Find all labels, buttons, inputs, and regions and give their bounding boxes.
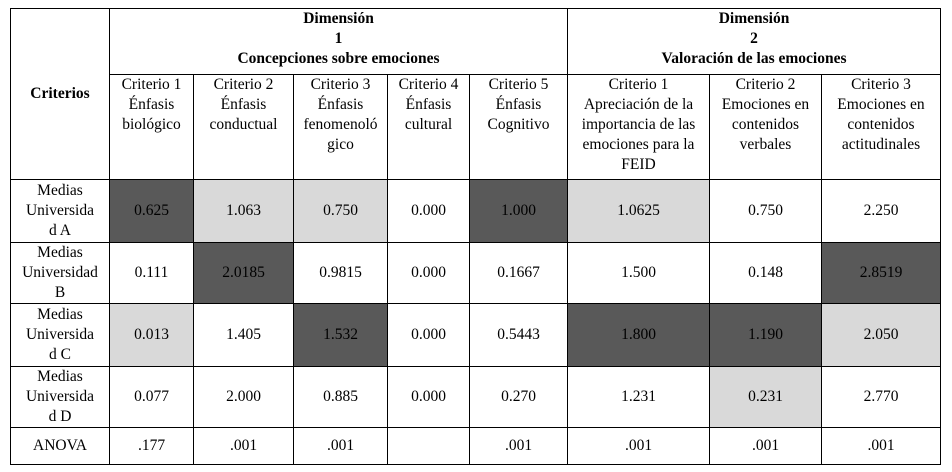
value-cell: 1.0625 <box>568 180 710 243</box>
value-cell: 0.625 <box>110 180 194 243</box>
value-cell: 1.500 <box>568 243 710 304</box>
value-cell: 0.750 <box>294 180 388 243</box>
criterion-header: Criterio 2 Emociones en contenidos verbales <box>710 75 822 180</box>
value-cell: 0.9815 <box>294 243 388 304</box>
value-cell: .001 <box>568 428 710 465</box>
value-cell: 1.405 <box>194 304 294 367</box>
value-cell: 1.800 <box>568 304 710 367</box>
value-cell: 2.050 <box>822 304 941 367</box>
value-cell: .001 <box>470 428 568 465</box>
value-cell: 0.000 <box>388 243 470 304</box>
value-cell: 0.077 <box>110 367 194 428</box>
table-row <box>11 428 941 465</box>
value-cell: 1.063 <box>194 180 294 243</box>
row-label: Medias Universida d C <box>11 304 110 367</box>
criterion-header: Criterio 2 Énfasis conductual <box>194 75 294 180</box>
value-cell: .001 <box>194 428 294 465</box>
table-row <box>11 243 941 304</box>
value-cell: .001 <box>294 428 388 465</box>
dimension-2-header: Dimensión 2 Valoración de las emociones <box>568 9 941 75</box>
criterios-header: Criterios <box>11 9 110 180</box>
value-cell: 1.190 <box>710 304 822 367</box>
value-cell: 2.250 <box>822 180 941 243</box>
value-cell: 0.5443 <box>470 304 568 367</box>
dimension-1-header: Dimensión 1 Concepciones sobre emociones <box>110 9 568 75</box>
value-cell: 0.1667 <box>470 243 568 304</box>
criterion-header: Criterio 1 Énfasis biológico <box>110 75 194 180</box>
results-table <box>10 8 941 465</box>
table-row <box>11 304 941 367</box>
row-label: Medias Universida d A <box>11 180 110 243</box>
table-row <box>11 367 941 428</box>
value-cell: 0.000 <box>388 304 470 367</box>
value-cell: 0.013 <box>110 304 194 367</box>
value-cell <box>388 428 470 465</box>
value-cell: 0.750 <box>710 180 822 243</box>
criterion-header: Criterio 3 Emociones en contenidos actitudinales <box>822 75 941 180</box>
row-label: Medias Universidad B <box>11 243 110 304</box>
table-row <box>11 180 941 243</box>
value-cell: .177 <box>110 428 194 465</box>
value-cell: .001 <box>822 428 941 465</box>
value-cell: 0.270 <box>470 367 568 428</box>
value-cell: 0.885 <box>294 367 388 428</box>
value-cell: 2.0185 <box>194 243 294 304</box>
value-cell: 2.000 <box>194 367 294 428</box>
value-cell: 0.231 <box>710 367 822 428</box>
criterion-header: Criterio 5 Énfasis Cognitivo <box>470 75 568 180</box>
value-cell: .001 <box>710 428 822 465</box>
criterion-header: Criterio 4 Énfasis cultural <box>388 75 470 180</box>
value-cell: 0.000 <box>388 180 470 243</box>
row-label: ANOVA <box>11 428 110 465</box>
row-label: Medias Universida d D <box>11 367 110 428</box>
value-cell: 1.231 <box>568 367 710 428</box>
value-cell: 0.111 <box>110 243 194 304</box>
value-cell: 2.770 <box>822 367 941 428</box>
criterion-header: Criterio 3 Énfasis fenomenoló gico <box>294 75 388 180</box>
criterion-header: Criterio 1 Apreciación de la importancia de las emociones para la FEID <box>568 75 710 180</box>
value-cell: 1.532 <box>294 304 388 367</box>
value-cell: 2.8519 <box>822 243 941 304</box>
value-cell: 0.148 <box>710 243 822 304</box>
value-cell: 0.000 <box>388 367 470 428</box>
value-cell: 1.000 <box>470 180 568 243</box>
